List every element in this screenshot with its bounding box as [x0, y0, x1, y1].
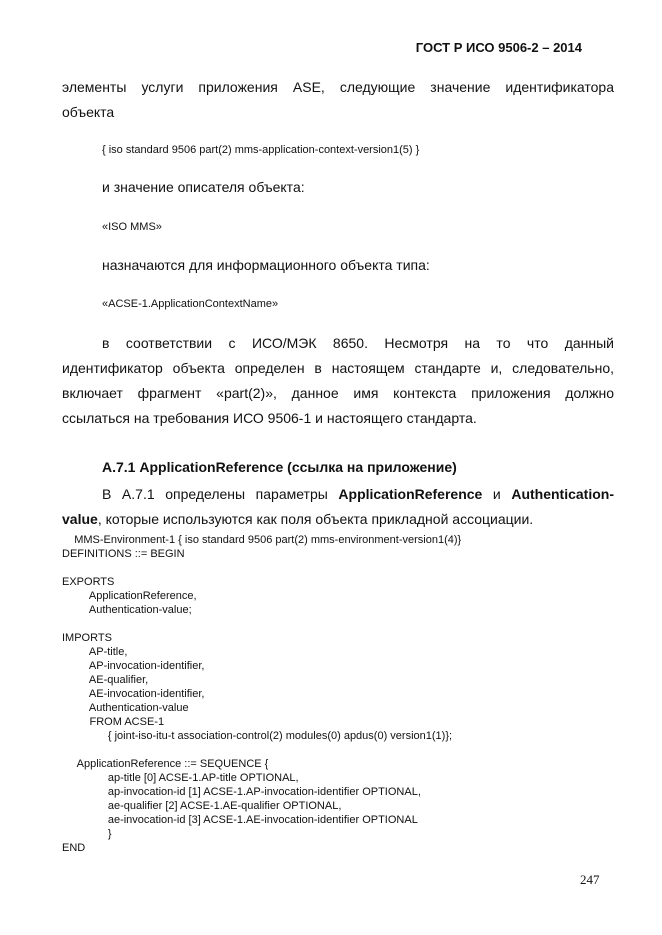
section-line-1 — [62, 482, 614, 507]
section-heading: А.7.1 ApplicationReference (ссылка на приложение) — [102, 459, 457, 475]
code-line: FROM ACSE-1 — [62, 716, 165, 728]
term-value: value — [62, 511, 98, 527]
code-line: ae-invocation-id [3] ACSE-1.AE-invocation-identifier OPTIONAL — [62, 814, 418, 826]
term-application-reference: ApplicationReference — [338, 486, 483, 502]
conformance-line-4: ссылаться на требования ИСО 9506-1 и настоящего стандарта. — [62, 410, 477, 426]
code-line — [62, 617, 461, 631]
type-intro: назначаются для информационного объекта типа: — [102, 257, 430, 273]
code-line: ApplicationReference, — [62, 590, 197, 602]
page-number: 247 — [580, 872, 600, 887]
code-line: ae-qualifier [2] ACSE-1.AE-qualifier OPTIONAL, — [62, 800, 342, 812]
descriptor-value: «ISO MMS» — [102, 221, 162, 233]
code-line — [62, 743, 461, 757]
code-line: IMPORTS — [62, 632, 112, 644]
code-line: ap-title [0] ACSE-1.AP-title OPTIONAL, — [62, 772, 299, 784]
conformance-line-1: в соответствии с ИСО/МЭК 8650. Несмотря на то что данный — [102, 335, 614, 351]
code-line: MMS-Environment-1 { iso standard 9506 part(2) mms-environment-version1(4)} — [62, 534, 462, 546]
asn1-module-listing — [62, 533, 461, 855]
section-text: В А.7.1 определены параметры — [102, 486, 339, 502]
code-line: ApplicationReference ::= SEQUENCE { — [62, 758, 269, 770]
code-line: END — [62, 842, 86, 854]
code-line: ap-invocation-id [1] ACSE-1.AP-invocation-identifier OPTIONAL, — [62, 786, 421, 798]
intro-line-2: объекта — [62, 104, 115, 120]
code-line: DEFINITIONS ::= BEGIN — [62, 548, 185, 560]
code-line: Authentication-value — [62, 702, 189, 714]
code-line: AP-invocation-identifier, — [62, 660, 205, 672]
type-value: «ACSE-1.ApplicationContextName» — [102, 298, 279, 310]
section-line-2 — [62, 507, 614, 532]
code-line: } — [62, 828, 112, 840]
object-identifier-value: { iso standard 9506 part(2) mms-application-context-version1(5) } — [102, 144, 420, 156]
term-authentication: Authentication- — [511, 486, 614, 502]
document-header: ГОСТ Р ИСО 9506-2 – 2014 — [415, 40, 582, 55]
section-text: и — [482, 486, 512, 502]
code-line: AE-invocation-identifier, — [62, 688, 205, 700]
descriptor-intro: и значение описателя объекта: — [102, 179, 305, 195]
code-line: { joint-iso-itu-t association-control(2) modules(0) apdus(0) version1(1)}; — [62, 730, 453, 742]
conformance-line-3: включает фрагмент «part(2)», данное имя контекста приложения должно — [62, 385, 614, 401]
code-line: Authentication-value; — [62, 604, 192, 616]
code-line — [62, 561, 461, 575]
conformance-line-2: идентификатор объекта определен в настоящем стандарте и, следовательно, — [62, 360, 614, 376]
code-line: AE-qualifier, — [62, 674, 149, 686]
intro-line-1: элементы услуги приложения ASE, следующие значение идентификатора — [62, 79, 614, 95]
conformance-paragraph — [62, 331, 614, 431]
code-line: AP-title, — [62, 646, 128, 658]
section-text: , которые используются как поля объекта прикладной ассоциации. — [97, 511, 534, 527]
intro-paragraph — [62, 75, 614, 125]
code-line: EXPORTS — [62, 576, 115, 588]
section-paragraph — [62, 482, 614, 532]
